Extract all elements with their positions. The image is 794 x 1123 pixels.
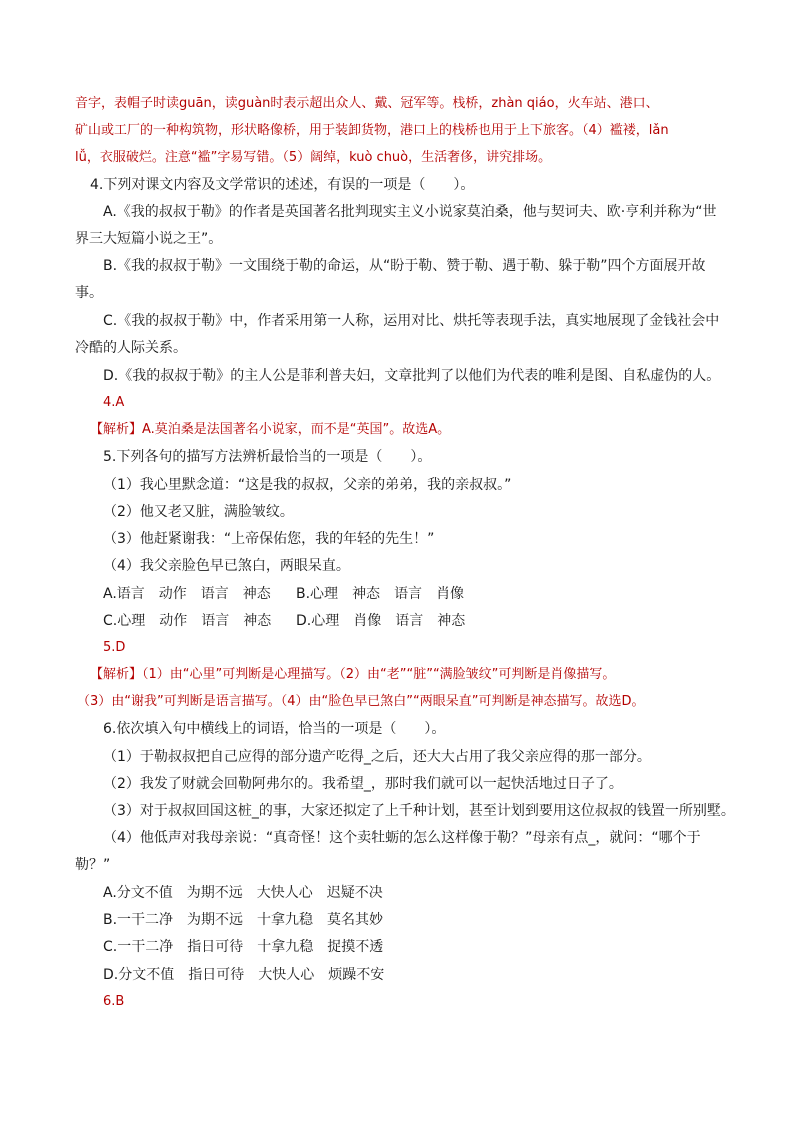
q5-option-b bbox=[296, 585, 464, 603]
q6-sentence-4-line2: 勒？” bbox=[75, 857, 111, 873]
q6-sentence-2: （2）我发了财就会回勒阿弗尔的。我希望_，那时我们就可以一起快活地过日子了。 bbox=[103, 776, 623, 792]
q5-option-a bbox=[103, 585, 271, 603]
note-line-1: 音字，表帽子时读guān，读guàn时表示超出众人、戴、冠军等。栈桥，zhàn qiáo，火车站、港口、 bbox=[75, 96, 659, 111]
q4-option-c-line2: 冷酷的人际关系。 bbox=[75, 340, 187, 356]
q5-option-c-3: 语言 bbox=[201, 613, 230, 629]
q5-option-b-4: 肖像 bbox=[436, 586, 465, 602]
q5-option-a-1: A.语言 bbox=[103, 586, 145, 602]
q5-sentence-2: （2）他又老又脏，满脸皱纹。 bbox=[103, 504, 294, 520]
q4-answer: 4.A bbox=[103, 395, 125, 410]
q5-option-b-3: 语言 bbox=[394, 586, 423, 602]
q6-sentence-3: （3）对于叔叔回国这桩_的事，大家还拟定了上千种计划，甚至计划到要用这位叔叔的钱置一所别墅。 bbox=[103, 803, 735, 819]
q5-option-d-3: 语言 bbox=[395, 613, 424, 629]
q4-option-b-line1: B.《我的叔叔于勒》一文围绕于勒的命运，从“盼于勒、赞于勒、遇于勒、躲于勒”四个方面展开故 bbox=[103, 258, 706, 274]
q5-option-d-4: 神态 bbox=[437, 613, 466, 629]
q6-sentence-4-line1: （4）他低声对我母亲说：“真奇怪！这个卖牡蛎的怎么这样像于勒？”母亲有点_，就问：“哪个于 bbox=[103, 830, 701, 846]
q6-answer: 6.B bbox=[103, 994, 125, 1009]
q4-option-a-line1: A.《我的叔叔于勒》的作者是英国著名批判现实主义小说家莫泊桑，他与契诃夫、欧·亨利并称为“世 bbox=[103, 204, 717, 220]
q5-option-a-3: 语言 bbox=[200, 586, 229, 602]
q4-option-a-line2: 界三大短篇小说之王”。 bbox=[75, 231, 223, 247]
q5-stem: 5.下列各句的描写方法辨析最恰当的一项是（ ）。 bbox=[103, 449, 432, 465]
q6-option-c: C.一干二净 指日可待 十拿九稳 捉摸不透 bbox=[103, 939, 384, 955]
q4-analysis: 【解析】A.莫泊桑是法国著名小说家，而不是“英国”。故选A。 bbox=[90, 422, 451, 437]
q5-option-c-1: C.心理 bbox=[103, 613, 146, 629]
note-line-2: 矿山或工厂的一种构筑物，形状略像桥，用于装卸货物，港口上的栈桥也用于上下旅客。（4）褴褛，lǎn bbox=[75, 123, 669, 138]
q5-option-d bbox=[296, 612, 465, 630]
q5-option-b-1: B.心理 bbox=[296, 586, 339, 602]
q5-option-a-4: 神态 bbox=[242, 586, 271, 602]
q5-analysis-line2: （3）由“谢我”可判断是语言描写。（4）由“脸色早已煞白”“两眼呆直”可判断是神态描写。故选D。 bbox=[77, 694, 645, 709]
q5-answer: 5.D bbox=[103, 640, 126, 655]
q4-option-c-line1: C.《我的叔叔于勒》中，作者采用第一人称，运用对比、烘托等表现手法，真实地展现了金钱社会中 bbox=[103, 313, 720, 329]
q5-option-b-2: 神态 bbox=[352, 586, 381, 602]
q5-sentence-1: （1）我心里默念道：“这是我的叔叔，父亲的弟弟，我的亲叔叔。” bbox=[103, 477, 512, 493]
q6-option-d: D.分文不值 指日可待 大快人心 烦躁不安 bbox=[103, 967, 385, 983]
q6-sentence-1: （1）于勒叔叔把自己应得的部分遗产吃得_之后，还大大占用了我父亲应得的那一部分。 bbox=[103, 749, 651, 765]
q4-option-b-line2: 事。 bbox=[75, 285, 103, 301]
q5-option-c-4: 神态 bbox=[243, 613, 272, 629]
q5-option-c bbox=[103, 612, 271, 630]
q5-option-c-2: 动作 bbox=[159, 613, 188, 629]
q5-sentence-4: （4）我父亲脸色早已煞白，两眼呆直。 bbox=[103, 558, 350, 574]
q4-option-d: D.《我的叔叔于勒》的主人公是菲利普夫妇，文章批判了以他们为代表的唯利是图、自私虚伪的人。 bbox=[103, 368, 721, 384]
q6-option-b: B.一干二净 为期不远 十拿九稳 莫名其妙 bbox=[103, 912, 384, 928]
q5-option-d-2: 肖像 bbox=[353, 613, 382, 629]
q5-option-d-1: D.心理 bbox=[296, 613, 340, 629]
q6-option-a: A.分文不值 为期不远 大快人心 迟疑不决 bbox=[103, 885, 383, 901]
q5-sentence-3: （3）他赶紧谢我：“上帝保佑您，我的年轻的先生！” bbox=[103, 531, 435, 547]
q5-analysis-line1: 【解析】（1）由“心里”可判断是心理描写。（2）由“老”“脏”“满脸皱纹”可判断是肖像描写。 bbox=[90, 667, 616, 682]
q6-stem: 6.依次填入句中横线上的词语，恰当的一项是（ ）。 bbox=[103, 721, 446, 737]
q5-option-a-2: 动作 bbox=[158, 586, 187, 602]
q4-stem: 4.下列对课文内容及文学常识的述述，有误的一项是（ ）。 bbox=[90, 177, 475, 193]
note-line-3: lǚ，衣服破烂。注意“褴”字易写错。（5）阔绰，kuò chuò，生活奢侈，讲究排场。 bbox=[75, 150, 552, 165]
